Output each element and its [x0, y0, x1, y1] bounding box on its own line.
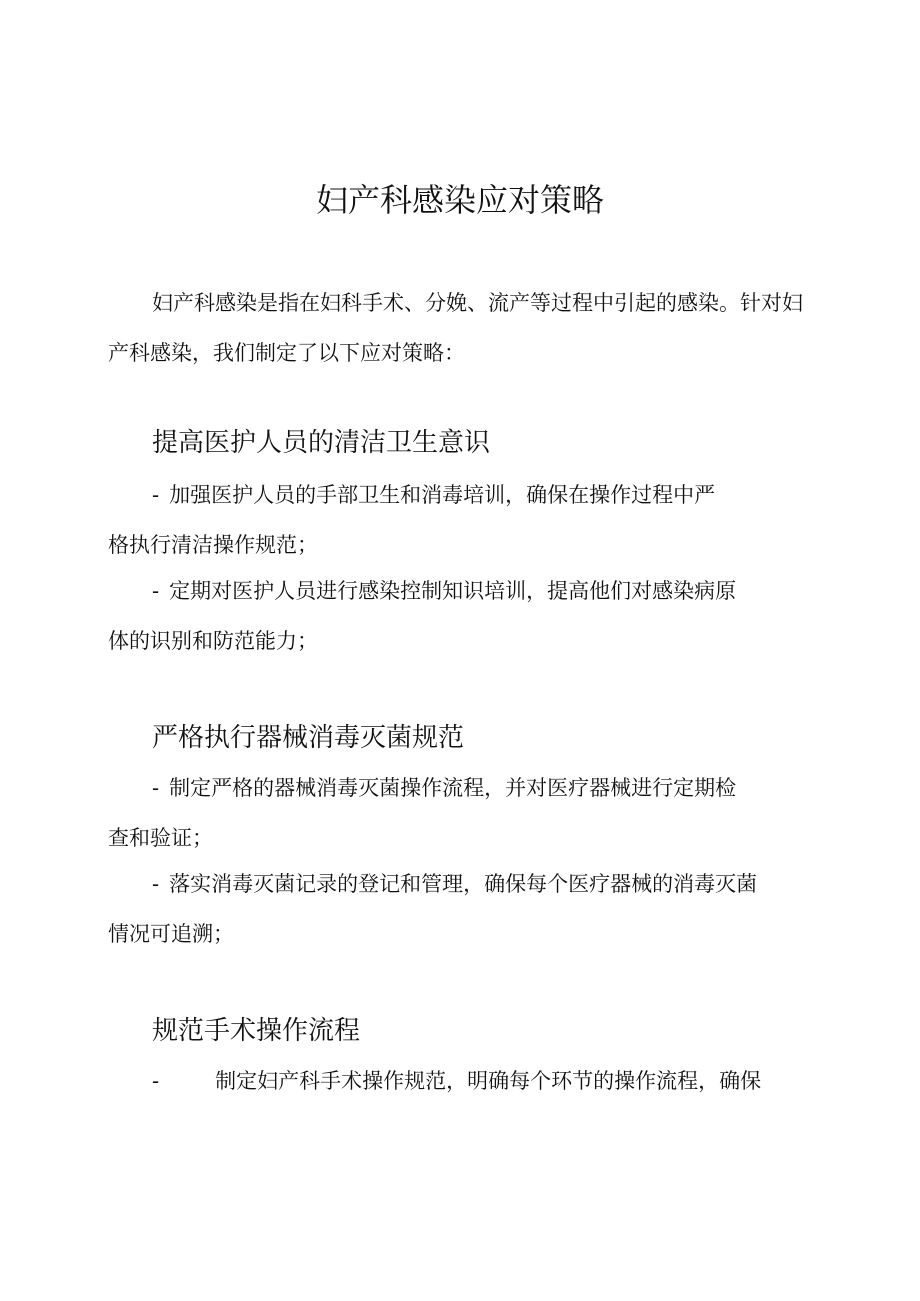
list-item: [108, 566, 828, 666]
list-dash: -: [152, 1069, 160, 1093]
list-item: [108, 1056, 828, 1106]
list-item-line1: 落实消毒灭菌记录的登记和管理，确保每个医疗器械的消毒灭菌: [169, 872, 758, 896]
list-item: [108, 763, 828, 863]
list-item: [108, 470, 828, 570]
list-item-line1: 制定妇产科手术操作规范，明确每个环节的操作流程，确保: [215, 1069, 762, 1093]
list-item-line2: 体的识别和防范能力；: [108, 629, 318, 653]
list-item-line1: 制定严格的器械消毒灭菌操作流程，并对医疗器械进行定期检: [169, 776, 737, 800]
list-item-line2: 查和验证；: [108, 826, 213, 850]
section-heading-hygiene: 提高医护人员的清洁卫生意识: [152, 428, 491, 458]
list-item-line1: 定期对医护人员进行感染控制知识培训，提高他们对感染病原: [169, 579, 737, 603]
list-dash: -: [152, 483, 160, 507]
list-item: [108, 859, 828, 959]
section-heading-surgery: 规范手术操作流程: [152, 1016, 361, 1046]
list-item-line2: 格执行清洁操作规范；: [108, 533, 318, 557]
section-heading-sterilization: 严格执行器械消毒灭菌规范: [152, 723, 465, 753]
list-item-line1: 加强医护人员的手部卫生和消毒培训，确保在操作过程中严: [169, 483, 716, 507]
list-dash: -: [152, 776, 160, 800]
list-dash: -: [152, 579, 160, 603]
intro-paragraph: 妇产科感染是指在妇科手术、分娩、流产等过程中引起的感染。针对妇产科感染，我们制定了以下应对策略：: [108, 291, 803, 365]
list-dash: -: [152, 872, 160, 896]
list-item-line2: 情况可追溯；: [108, 922, 234, 946]
page-title: 妇产科感染应对策略: [315, 181, 604, 219]
